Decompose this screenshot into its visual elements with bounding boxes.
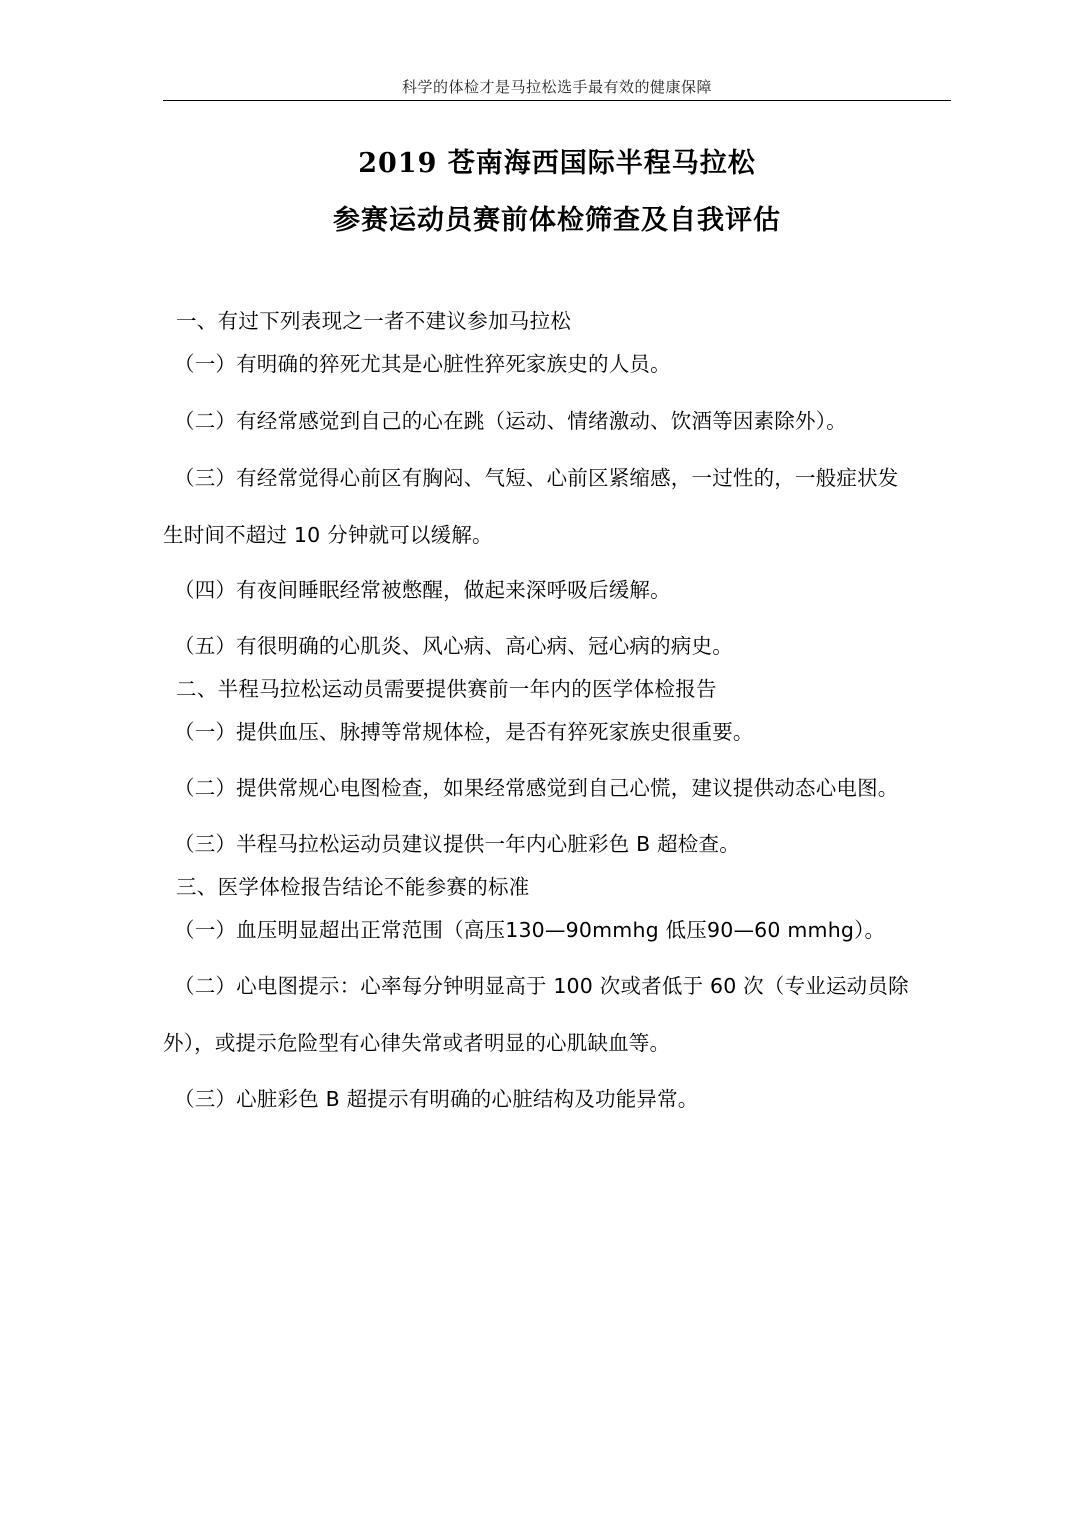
list-item: （四）有夜间睡眠经常被憋醒，做起来深呼吸后缓解。 bbox=[174, 578, 671, 602]
list-item: （三）有经常觉得心前区有胸闷、气短、心前区紧缩感，一过性的，一般症状发 bbox=[174, 466, 899, 490]
document-title-line-2: 参赛运动员赛前体检筛查及自我评估 bbox=[333, 205, 781, 236]
list-item: （一）提供血压、脉搏等常规体检，是否有猝死家族史很重要。 bbox=[174, 720, 754, 744]
list-item: （三）半程马拉松运动员建议提供一年内心脏彩色 B 超检查。 bbox=[174, 832, 740, 856]
section-heading-1: 一、有过下列表现之一者不建议参加马拉松 bbox=[176, 309, 572, 333]
document-title-line-1: 2019 苍南海西国际半程马拉松 bbox=[358, 148, 756, 179]
list-item-continuation: 外），或提示危险型有心律失常或者明显的心肌缺血等。 bbox=[163, 1031, 671, 1055]
running-header: 科学的体检才是马拉松选手最有效的健康保障 bbox=[401, 78, 712, 96]
section-heading-2: 二、半程马拉松运动员需要提供赛前一年内的医学体检报告 bbox=[176, 677, 717, 701]
list-item: （二）心电图提示：心率每分钟明显高于 100 次或者低于 60 次（专业运动员除 bbox=[174, 974, 909, 998]
list-item: （五）有很明确的心肌炎、风心病、高心病、冠心病的病史。 bbox=[174, 634, 733, 658]
list-item: （一）有明确的猝死尤其是心脏性猝死家族史的人员。 bbox=[174, 352, 671, 376]
list-item: （二）有经常感觉到自己的心在跳（运动、情绪激动、饮酒等因素除外）。 bbox=[174, 409, 847, 433]
header-rule bbox=[163, 100, 951, 101]
list-item-continuation: 生时间不超过 10 分钟就可以缓解。 bbox=[163, 523, 493, 547]
section-heading-3: 三、医学体检报告结论不能参赛的标准 bbox=[176, 875, 530, 899]
list-item: （三）心脏彩色 B 超提示有明确的心脏结构及功能异常。 bbox=[174, 1087, 699, 1111]
list-item: （二）提供常规心电图检查，如果经常感觉到自己心慌，建议提供动态心电图。 bbox=[174, 776, 899, 800]
list-item: （一）血压明显超出正常范围（高压130—90mmhg 低压90—60 mmhg）。 bbox=[174, 918, 886, 942]
